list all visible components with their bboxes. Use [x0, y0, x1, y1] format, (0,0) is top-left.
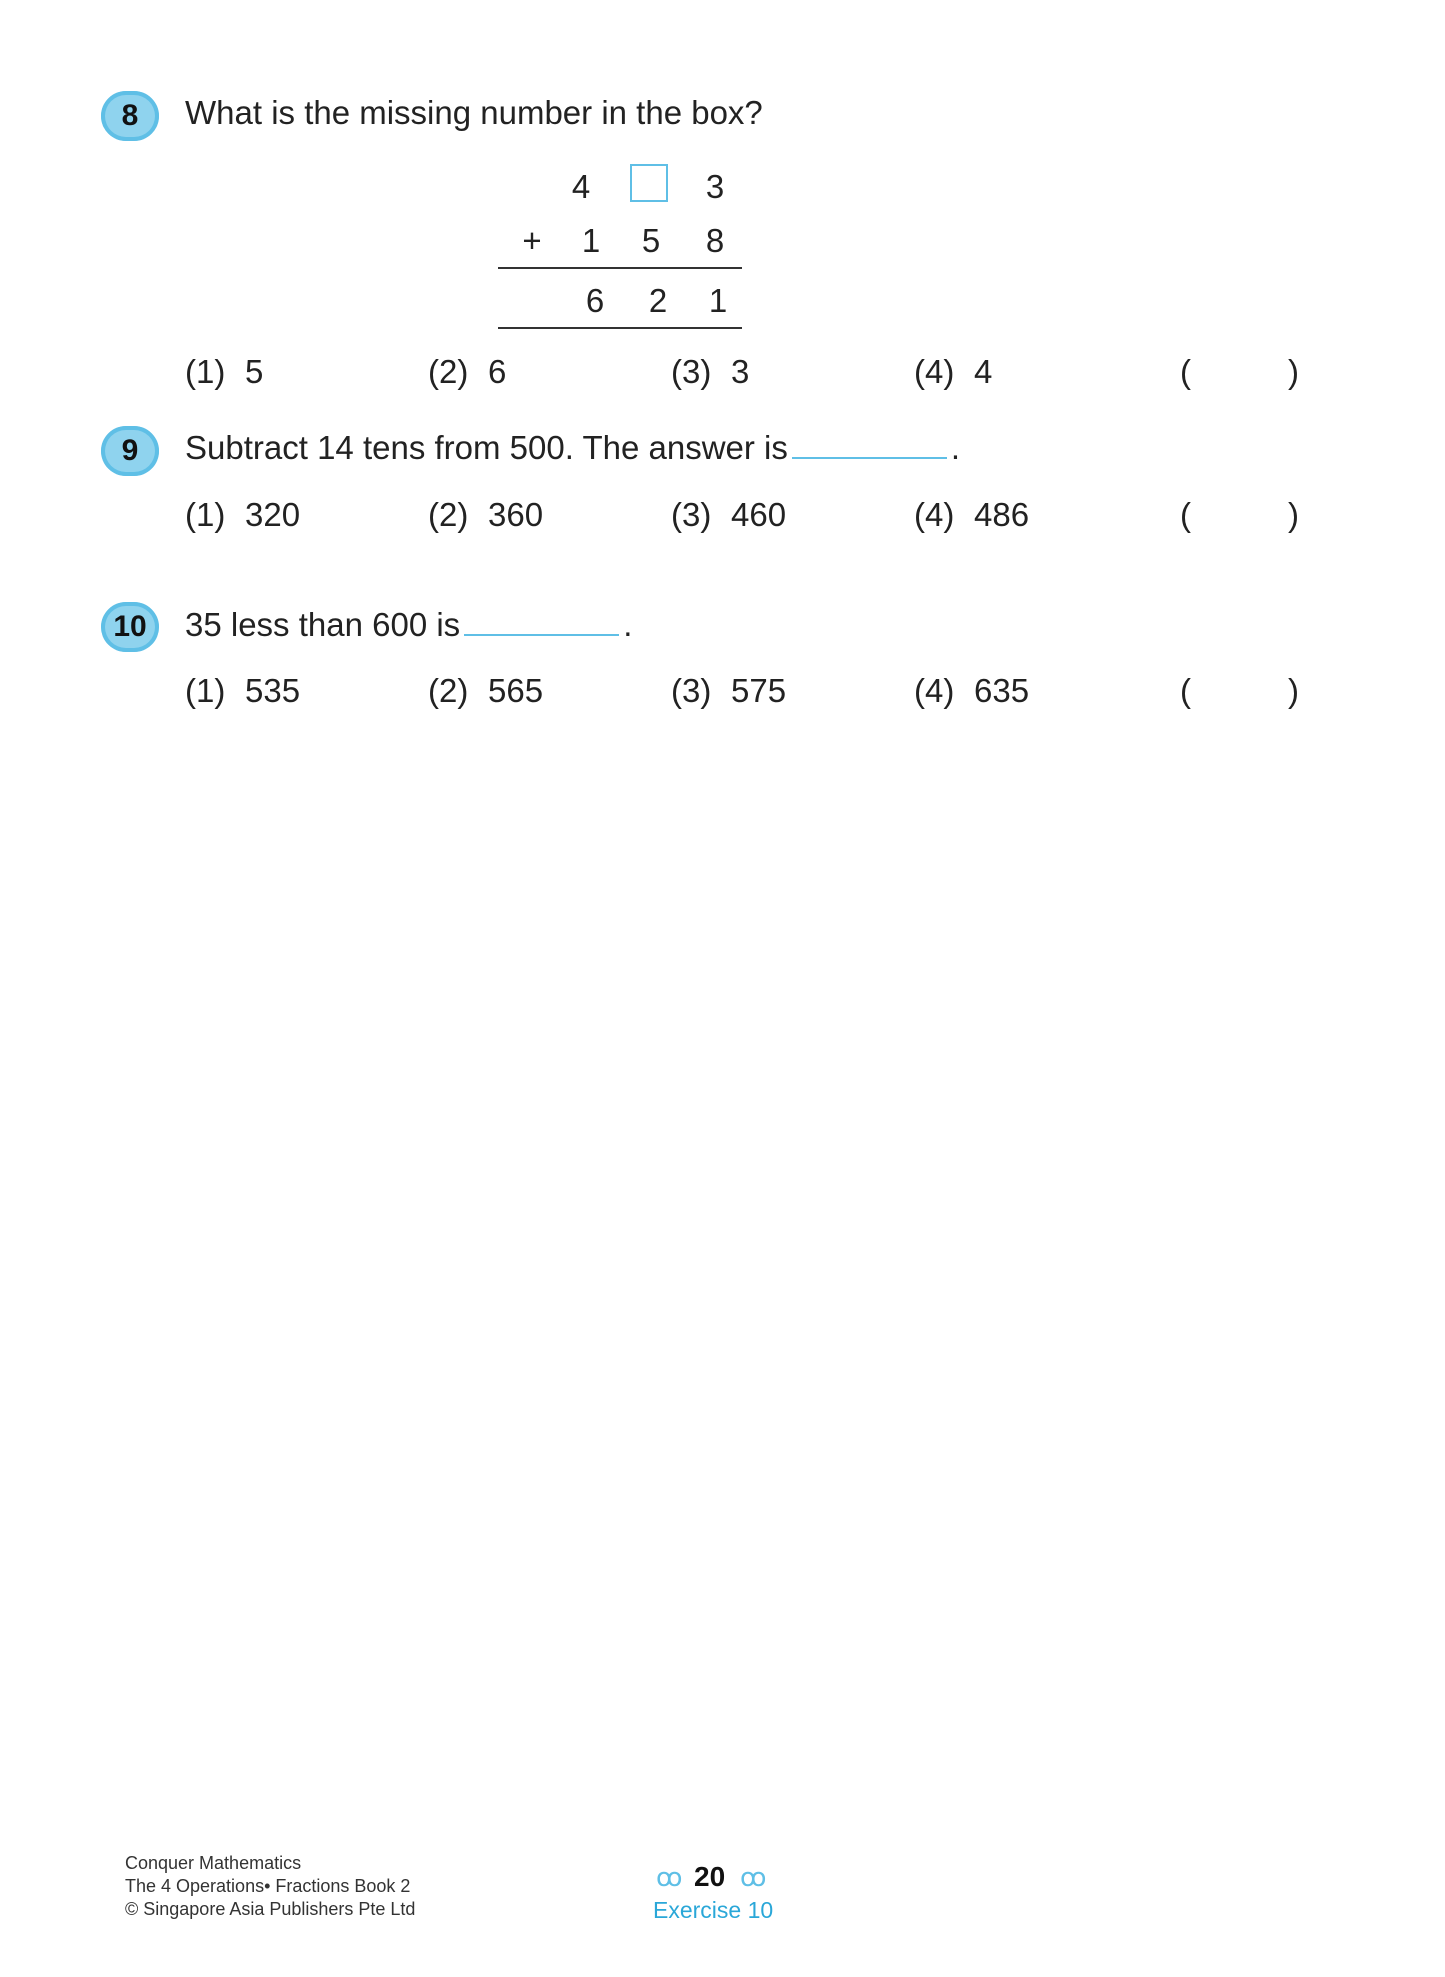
answer-slot-9[interactable]: [1198, 496, 1286, 536]
book-title: The 4 Operations• Fractions Book 2: [125, 1876, 411, 1896]
book-info: [125, 1852, 415, 1921]
answer-bracket-open: (: [1180, 496, 1191, 533]
question-9-option-1[interactable]: (1) 320: [185, 496, 301, 533]
plus-sign: +: [522, 222, 542, 259]
answer-bracket-close: ): [1288, 672, 1299, 709]
result-digit-hundreds: 6: [585, 282, 605, 319]
question-number: 9: [121, 434, 139, 467]
sum-row1-digit-ones: 3: [705, 168, 725, 205]
result-digit-ones: 1: [708, 282, 728, 319]
sum-top-rule: [498, 267, 742, 269]
answer-bracket-open: (: [1180, 672, 1191, 709]
sum-row1-digit-hundreds: 4: [571, 168, 591, 205]
copyright: © Singapore Asia Publishers Pte Ltd: [125, 1899, 416, 1919]
answer-blank[interactable]: [464, 608, 619, 636]
answer-bracket-close: ): [1288, 496, 1299, 533]
ornament-left-icon: ꝏ: [656, 1862, 683, 1892]
sum-row2-digit-ones: 8: [705, 222, 725, 259]
question-number-badge-8: [101, 91, 159, 141]
answer-slot-10[interactable]: [1198, 672, 1286, 712]
question-10-option-3[interactable]: (3) 575: [671, 672, 787, 709]
question-number: 8: [121, 99, 139, 132]
exercise-label: Exercise 10: [653, 1897, 774, 1923]
question-8-option-4[interactable]: (4) 4: [914, 353, 993, 390]
question-number-badge-10: [101, 602, 159, 652]
result-digit-tens: 2: [648, 282, 668, 319]
book-series: Conquer Mathematics: [125, 1853, 302, 1873]
question-9-text: Subtract 14 tens from 500. The answer is .: [185, 429, 961, 466]
question-9-option-2[interactable]: (2) 360: [428, 496, 544, 533]
question-9-option-4[interactable]: (4) 486: [914, 496, 1030, 533]
sum-bottom-rule: [498, 327, 742, 329]
question-8-option-2[interactable]: (2) 6: [428, 353, 507, 390]
page-number: 20: [694, 1861, 726, 1892]
sum-row2-digit-hundreds: 1: [581, 222, 601, 259]
answer-blank[interactable]: [792, 431, 947, 459]
sum-row2-digit-tens: 5: [641, 222, 661, 259]
answer-slot-8[interactable]: [1198, 353, 1286, 393]
missing-number-box[interactable]: [630, 164, 668, 202]
ornament-right-icon: ꝏ: [740, 1862, 767, 1892]
question-8-text: What is the missing number in the box?: [185, 94, 763, 131]
question-10-text: 35 less than 600 is .: [185, 606, 633, 643]
question-10-option-1[interactable]: (1) 535: [185, 672, 301, 709]
question-10-option-2[interactable]: (2) 565: [428, 672, 544, 709]
answer-bracket-close: ): [1288, 353, 1299, 390]
answer-bracket-open: (: [1180, 353, 1191, 390]
question-8-option-1[interactable]: (1) 5: [185, 353, 264, 390]
question-10-option-4[interactable]: (4) 635: [914, 672, 1030, 709]
question-number: 10: [113, 610, 147, 643]
question-9-option-3[interactable]: (3) 460: [671, 496, 787, 533]
question-number-badge-9: [101, 426, 159, 476]
question-8-option-3[interactable]: (3) 3: [671, 353, 750, 390]
